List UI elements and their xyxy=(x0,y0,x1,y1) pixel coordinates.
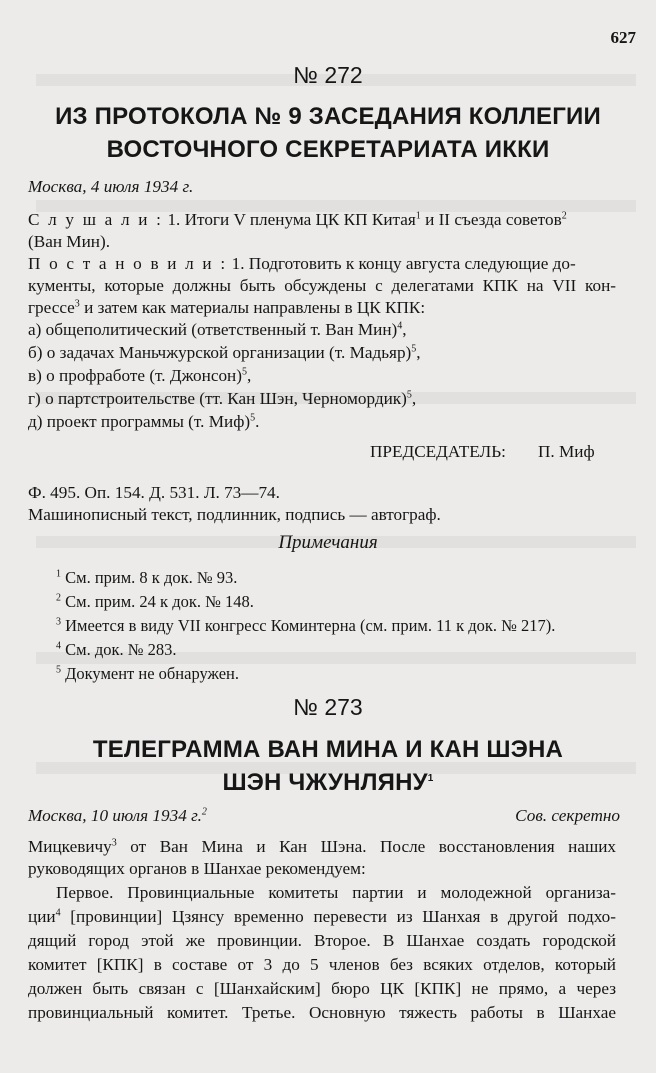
footnote-text: Имеется в виду VII конгресс Коминтерна (см. прим. 11 к док. № 217). xyxy=(61,616,556,635)
list-item xyxy=(28,365,616,387)
heard-text-b: и II съезда советов xyxy=(420,210,562,229)
decided-footnote-3: 3 xyxy=(74,298,80,310)
list-item-text: г) о партстроительстве (тт. Кан Шэн, Черномордик) xyxy=(28,389,407,408)
doc-272-title-line1: ИЗ ПРОТОКОЛА № 9 ЗАСЕДАНИЯ КОЛЛЕГИИ xyxy=(55,103,601,130)
heard-footnote-1: 1 xyxy=(415,210,421,222)
chair-name: П. Миф xyxy=(538,442,595,461)
footnote xyxy=(56,664,239,684)
heard-label: С л у ш а л и : xyxy=(28,210,164,229)
list-item xyxy=(28,411,616,433)
doc-272-decided-line2: кументы, которые должны быть обсуждены с делегатами КПК на VII кон- xyxy=(28,276,616,295)
doc-272-decided xyxy=(28,253,616,275)
list-item-footnote: 5 xyxy=(241,366,247,378)
list-item-footnote: 5 xyxy=(406,389,412,401)
footnote-number: 1 xyxy=(56,568,61,580)
archive-reference: Ф. 495. Оп. 154. Д. 531. Л. 73—74. xyxy=(28,483,280,502)
footnote-number: 5 xyxy=(56,664,61,676)
list-item-punct: , xyxy=(246,366,252,385)
doc-273-title-line2 xyxy=(20,766,636,799)
page-number: 627 xyxy=(610,28,636,47)
heard-text-a: 1. Итоги V пленума ЦК КП Китая xyxy=(163,210,416,229)
doc-272-title-line2: ВОСТОЧНОГО СЕКРЕТАРИАТА ИККИ xyxy=(106,136,550,163)
list-item-text: д) проект программы (т. Миф) xyxy=(28,412,251,431)
archive-description: Машинописный текст, подлинник, подпись — автограф. xyxy=(28,505,441,524)
footnote-text: См. прим. 24 к док. № 148. xyxy=(61,592,254,611)
list-item-punct: . xyxy=(255,412,260,431)
body-line: провинциальный комитет. Третье. Основную тяжесть работы в Шанхае xyxy=(28,1003,616,1022)
list-item xyxy=(28,388,616,410)
decided-label: П о с т а н о в и л и : xyxy=(28,254,228,273)
list-item xyxy=(28,342,616,364)
body-line: Первое. Провинциальные комитеты партии и молодежной организа- xyxy=(56,883,616,902)
footnote-number: 2 xyxy=(56,592,61,604)
list-item-punct: , xyxy=(416,343,421,362)
list-item-punct: , xyxy=(402,320,407,339)
list-item-text: а) общеполитический (ответственный т. Ван Мин) xyxy=(28,320,398,339)
doc-273-date-footnote: 2 xyxy=(201,806,207,818)
body-footnote: 3 xyxy=(111,837,117,849)
footnote-number: 4 xyxy=(56,640,61,652)
decided-line3-b: и затем как материалы направлены в ЦК КПК: xyxy=(79,298,426,317)
footnote-text: См. док. № 283. xyxy=(61,640,177,659)
doc-273-title-line1: ТЕЛЕГРАММА ВАН МИНА И КАН ШЭНА xyxy=(92,736,564,763)
list-item-text: б) о задачах Маньчжурской организации (т. Мадьяр) xyxy=(28,343,412,362)
body-line: должен быть связан с [Шанхайским] бюро ЦК [КПК] не прямо, а через xyxy=(28,979,616,998)
list-item xyxy=(28,319,616,341)
footnote xyxy=(56,640,176,660)
decided-line3-a: грессе xyxy=(28,298,75,317)
footnote-text: Документ не обнаружен. xyxy=(61,664,239,683)
doc-273-title-footnote: 1 xyxy=(427,773,434,784)
body-line: комитет [КПК] в составе от 3 до 5 членов без всяких отделов, который xyxy=(28,955,616,974)
list-item-footnote: 5 xyxy=(250,412,256,424)
doc-272-heard-line2: (Ван Мин). xyxy=(28,232,111,251)
footnote xyxy=(56,592,254,612)
body-text: от Ван Мина и Кан Шэна. После восстановления наших xyxy=(116,837,616,856)
doc-272-place-date: Москва, 4 июля 1934 г. xyxy=(28,177,194,196)
footnote xyxy=(56,568,237,588)
list-item-text: в) о профработе (т. Джонсон) xyxy=(28,366,242,385)
body-line xyxy=(28,906,616,928)
heard-footnote-2: 2 xyxy=(561,210,567,222)
notes-heading: Примечания xyxy=(278,532,378,553)
list-item-punct: , xyxy=(411,389,417,408)
decided-text: 1. Подготовить к концу августа следующие до- xyxy=(227,254,576,273)
body-line: дящий город этой же провинции. Второе. В Шанхае создать городской xyxy=(28,931,616,950)
doc-273-title-text: ШЭН ЧЖУНЛЯНУ xyxy=(222,769,428,796)
chair-label: ПРЕДСЕДАТЕЛЬ: xyxy=(370,442,506,461)
classification-label: Сов. секретно xyxy=(515,806,620,825)
body-line: руководящих органов в Шанхае рекомендуем: xyxy=(28,859,366,878)
body-footnote: 4 xyxy=(55,907,61,919)
footnote-text: См. прим. 8 к док. № 93. xyxy=(61,568,238,587)
doc-272-decided-line3 xyxy=(28,297,616,319)
doc-273-date-text: Москва, 10 июля 1934 г. xyxy=(28,806,202,825)
body-text: [провинции] Цзянсу временно перевести из Шанхая в другой подхо- xyxy=(60,907,616,926)
footnote-number: 3 xyxy=(56,616,61,628)
doc-273-number: № 273 xyxy=(293,694,363,720)
footnote xyxy=(56,616,555,636)
list-item-footnote: 4 xyxy=(397,320,403,332)
body-line xyxy=(28,836,616,858)
doc-272-heard xyxy=(28,209,616,231)
doc-272-number: № 272 xyxy=(293,62,363,88)
list-item-footnote: 5 xyxy=(411,343,417,355)
body-text: ции xyxy=(28,907,56,926)
body-text: Мицкевичу xyxy=(28,837,112,856)
